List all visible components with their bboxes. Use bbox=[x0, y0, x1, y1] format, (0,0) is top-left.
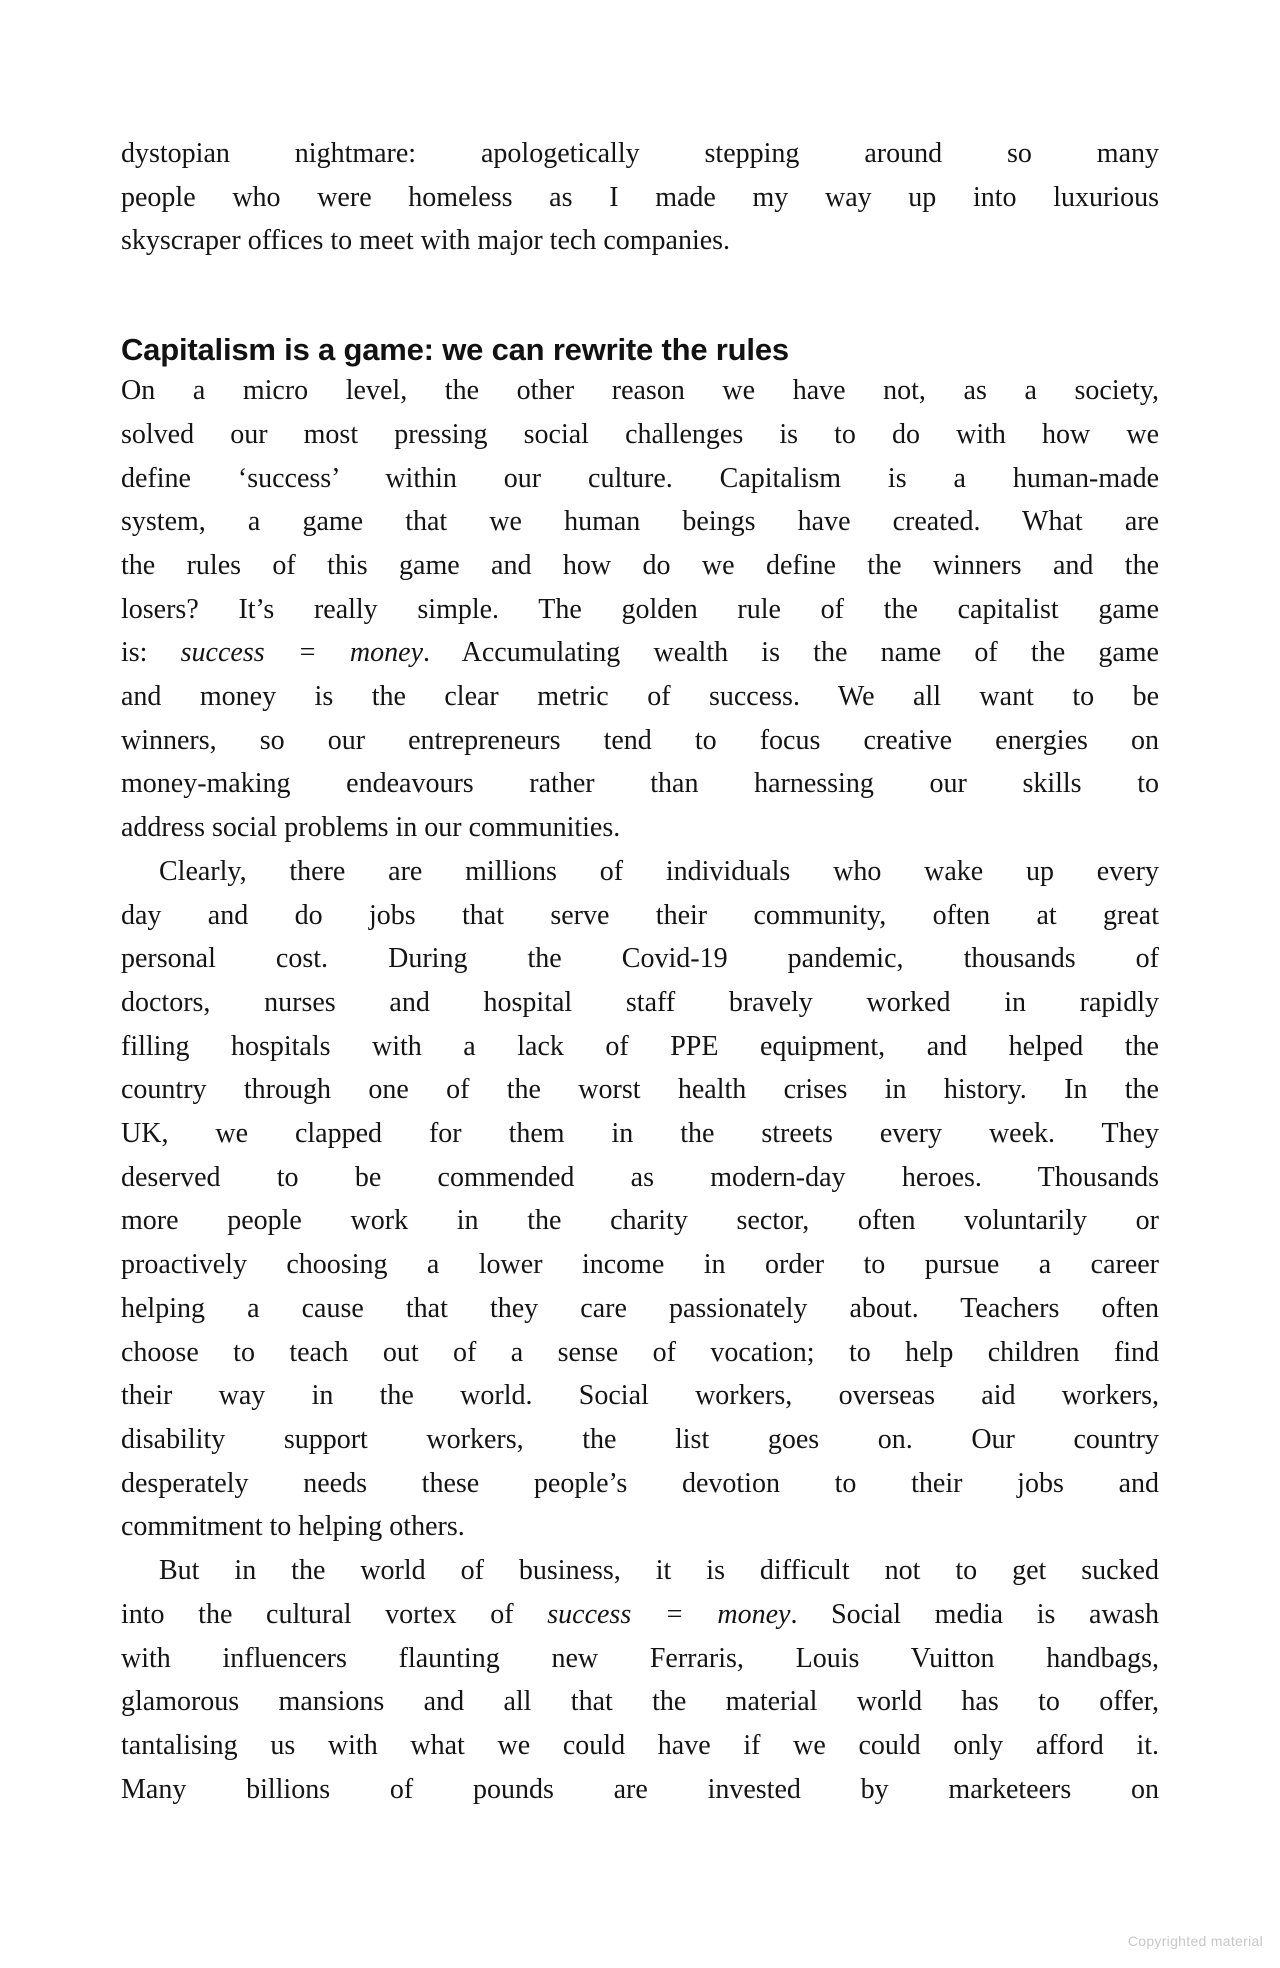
text-segment: glamorous mansions and all that the material world has to offer, bbox=[121, 1686, 1159, 1718]
text-segment: winners, so our entrepreneurs tend to focus creative energies on bbox=[121, 724, 1159, 756]
text-segment: losers? It’s really simple. The golden rule of the capitalist game bbox=[121, 593, 1159, 625]
text-line bbox=[121, 1025, 1159, 1069]
text-line bbox=[121, 544, 1159, 588]
text-line bbox=[121, 1680, 1159, 1724]
paragraph bbox=[121, 369, 1159, 850]
paragraph bbox=[121, 132, 1159, 263]
text-line bbox=[121, 719, 1159, 763]
text-line bbox=[121, 894, 1159, 938]
text-segment: money-making endeavours rather than harnessing our skills to bbox=[121, 768, 1159, 800]
italic-text-segment: success = money bbox=[180, 637, 423, 669]
text-line bbox=[121, 1505, 1159, 1549]
text-segment: people who were homeless as I made my way up into luxurious bbox=[121, 181, 1159, 213]
text-segment: Clearly, there are millions of individuals who wake up every bbox=[159, 855, 1159, 887]
text-line bbox=[121, 762, 1159, 806]
text-line bbox=[121, 132, 1159, 176]
text-line bbox=[121, 1724, 1159, 1768]
text-line bbox=[121, 1593, 1159, 1637]
text-segment: and money is the clear metric of success. We all want to be bbox=[121, 681, 1159, 713]
text-segment: filling hospitals with a lack of PPE equipment, and helped the bbox=[121, 1030, 1159, 1062]
text-line bbox=[121, 1112, 1159, 1156]
text-segment: commitment to helping others. bbox=[121, 1511, 465, 1543]
text-line bbox=[121, 1462, 1159, 1506]
text-segment: solved our most pressing social challenges is to do with how we bbox=[121, 418, 1159, 450]
text-line bbox=[121, 176, 1159, 220]
copyright-watermark: Copyrighted material bbox=[1127, 1933, 1263, 1949]
text-segment: helping a cause that they care passionately about. Teachers often bbox=[121, 1292, 1159, 1324]
text-segment: skyscraper offices to meet with major tech companies. bbox=[121, 225, 731, 257]
text-line bbox=[121, 981, 1159, 1025]
text-segment: disability support workers, the list goes on. Our country bbox=[121, 1423, 1159, 1455]
text-segment: into the cultural vortex of bbox=[121, 1598, 548, 1630]
text-line bbox=[121, 1637, 1159, 1681]
text-line bbox=[121, 1068, 1159, 1112]
text-segment: their way in the world. Social workers, overseas aid workers, bbox=[121, 1380, 1159, 1412]
text-line bbox=[121, 631, 1159, 675]
text-segment: tantalising us with what we could have if we could only afford it. bbox=[121, 1729, 1159, 1761]
paragraph bbox=[121, 1549, 1159, 1811]
text-line bbox=[121, 675, 1159, 719]
italic-text-segment: success = money bbox=[547, 1598, 791, 1630]
text-line bbox=[121, 1768, 1159, 1812]
text-segment: is: bbox=[121, 637, 181, 669]
text-segment: dystopian nightmare: apologetically stepping around so many bbox=[121, 138, 1159, 169]
text-line bbox=[121, 850, 1159, 894]
text-segment: personal cost. During the Covid-19 pandemic, thousands of bbox=[121, 943, 1159, 975]
text-line bbox=[121, 806, 1159, 850]
text-line bbox=[121, 219, 1159, 263]
text-segment: the rules of this game and how do we define the winners and the bbox=[121, 549, 1159, 581]
text-line bbox=[121, 1418, 1159, 1462]
text-segment: proactively choosing a lower income in order to pursue a career bbox=[121, 1249, 1159, 1281]
text-line bbox=[121, 457, 1159, 501]
text-segment: with influencers flaunting new Ferraris, Louis Vuitton handbags, bbox=[121, 1642, 1159, 1674]
text-line bbox=[121, 1287, 1159, 1331]
text-segment: system, a game that we human beings have created. What are bbox=[121, 506, 1159, 538]
text-line bbox=[121, 413, 1159, 457]
section-heading: Capitalism is a game: we can rewrite the rules bbox=[121, 332, 789, 368]
text-segment: define ‘success’ within our culture. Capitalism is a human-made bbox=[121, 462, 1159, 494]
paragraph bbox=[121, 850, 1159, 1549]
text-line bbox=[121, 937, 1159, 981]
text-line bbox=[121, 1374, 1159, 1418]
text-line bbox=[121, 588, 1159, 632]
text-segment: more people work in the charity sector, often voluntarily or bbox=[121, 1205, 1159, 1237]
text-segment: address social problems in our communities. bbox=[121, 812, 621, 844]
text-segment: country through one of the worst health crises in history. In the bbox=[121, 1074, 1159, 1106]
text-segment: desperately needs these people’s devotion to their jobs and bbox=[121, 1467, 1159, 1499]
text-line bbox=[121, 1156, 1159, 1200]
text-segment: On a micro level, the other reason we have not, as a society, bbox=[121, 375, 1159, 407]
text-segment: choose to teach out of a sense of vocation; to help children find bbox=[121, 1336, 1159, 1368]
text-line bbox=[121, 1331, 1159, 1375]
text-segment: . Accumulating wealth is the name of the game bbox=[423, 637, 1159, 669]
text-line bbox=[121, 369, 1159, 413]
page-text-column bbox=[121, 0, 1159, 1811]
text-segment: day and do jobs that serve their community, often at great bbox=[121, 899, 1159, 931]
text-line bbox=[121, 1243, 1159, 1287]
text-segment: doctors, nurses and hospital staff bravely worked in rapidly bbox=[121, 986, 1159, 1018]
text-segment: deserved to be commended as modern-day heroes. Thousands bbox=[121, 1161, 1159, 1193]
text-segment: UK, we clapped for them in the streets every week. They bbox=[121, 1118, 1159, 1150]
text-line bbox=[121, 500, 1159, 544]
text-line bbox=[121, 1199, 1159, 1243]
text-line bbox=[121, 1549, 1159, 1593]
text-segment: Many billions of pounds are invested by marketeers on bbox=[121, 1773, 1159, 1805]
text-segment: But in the world of business, it is difficult not to get sucked bbox=[159, 1555, 1159, 1587]
text-segment: . Social media is awash bbox=[790, 1598, 1159, 1630]
